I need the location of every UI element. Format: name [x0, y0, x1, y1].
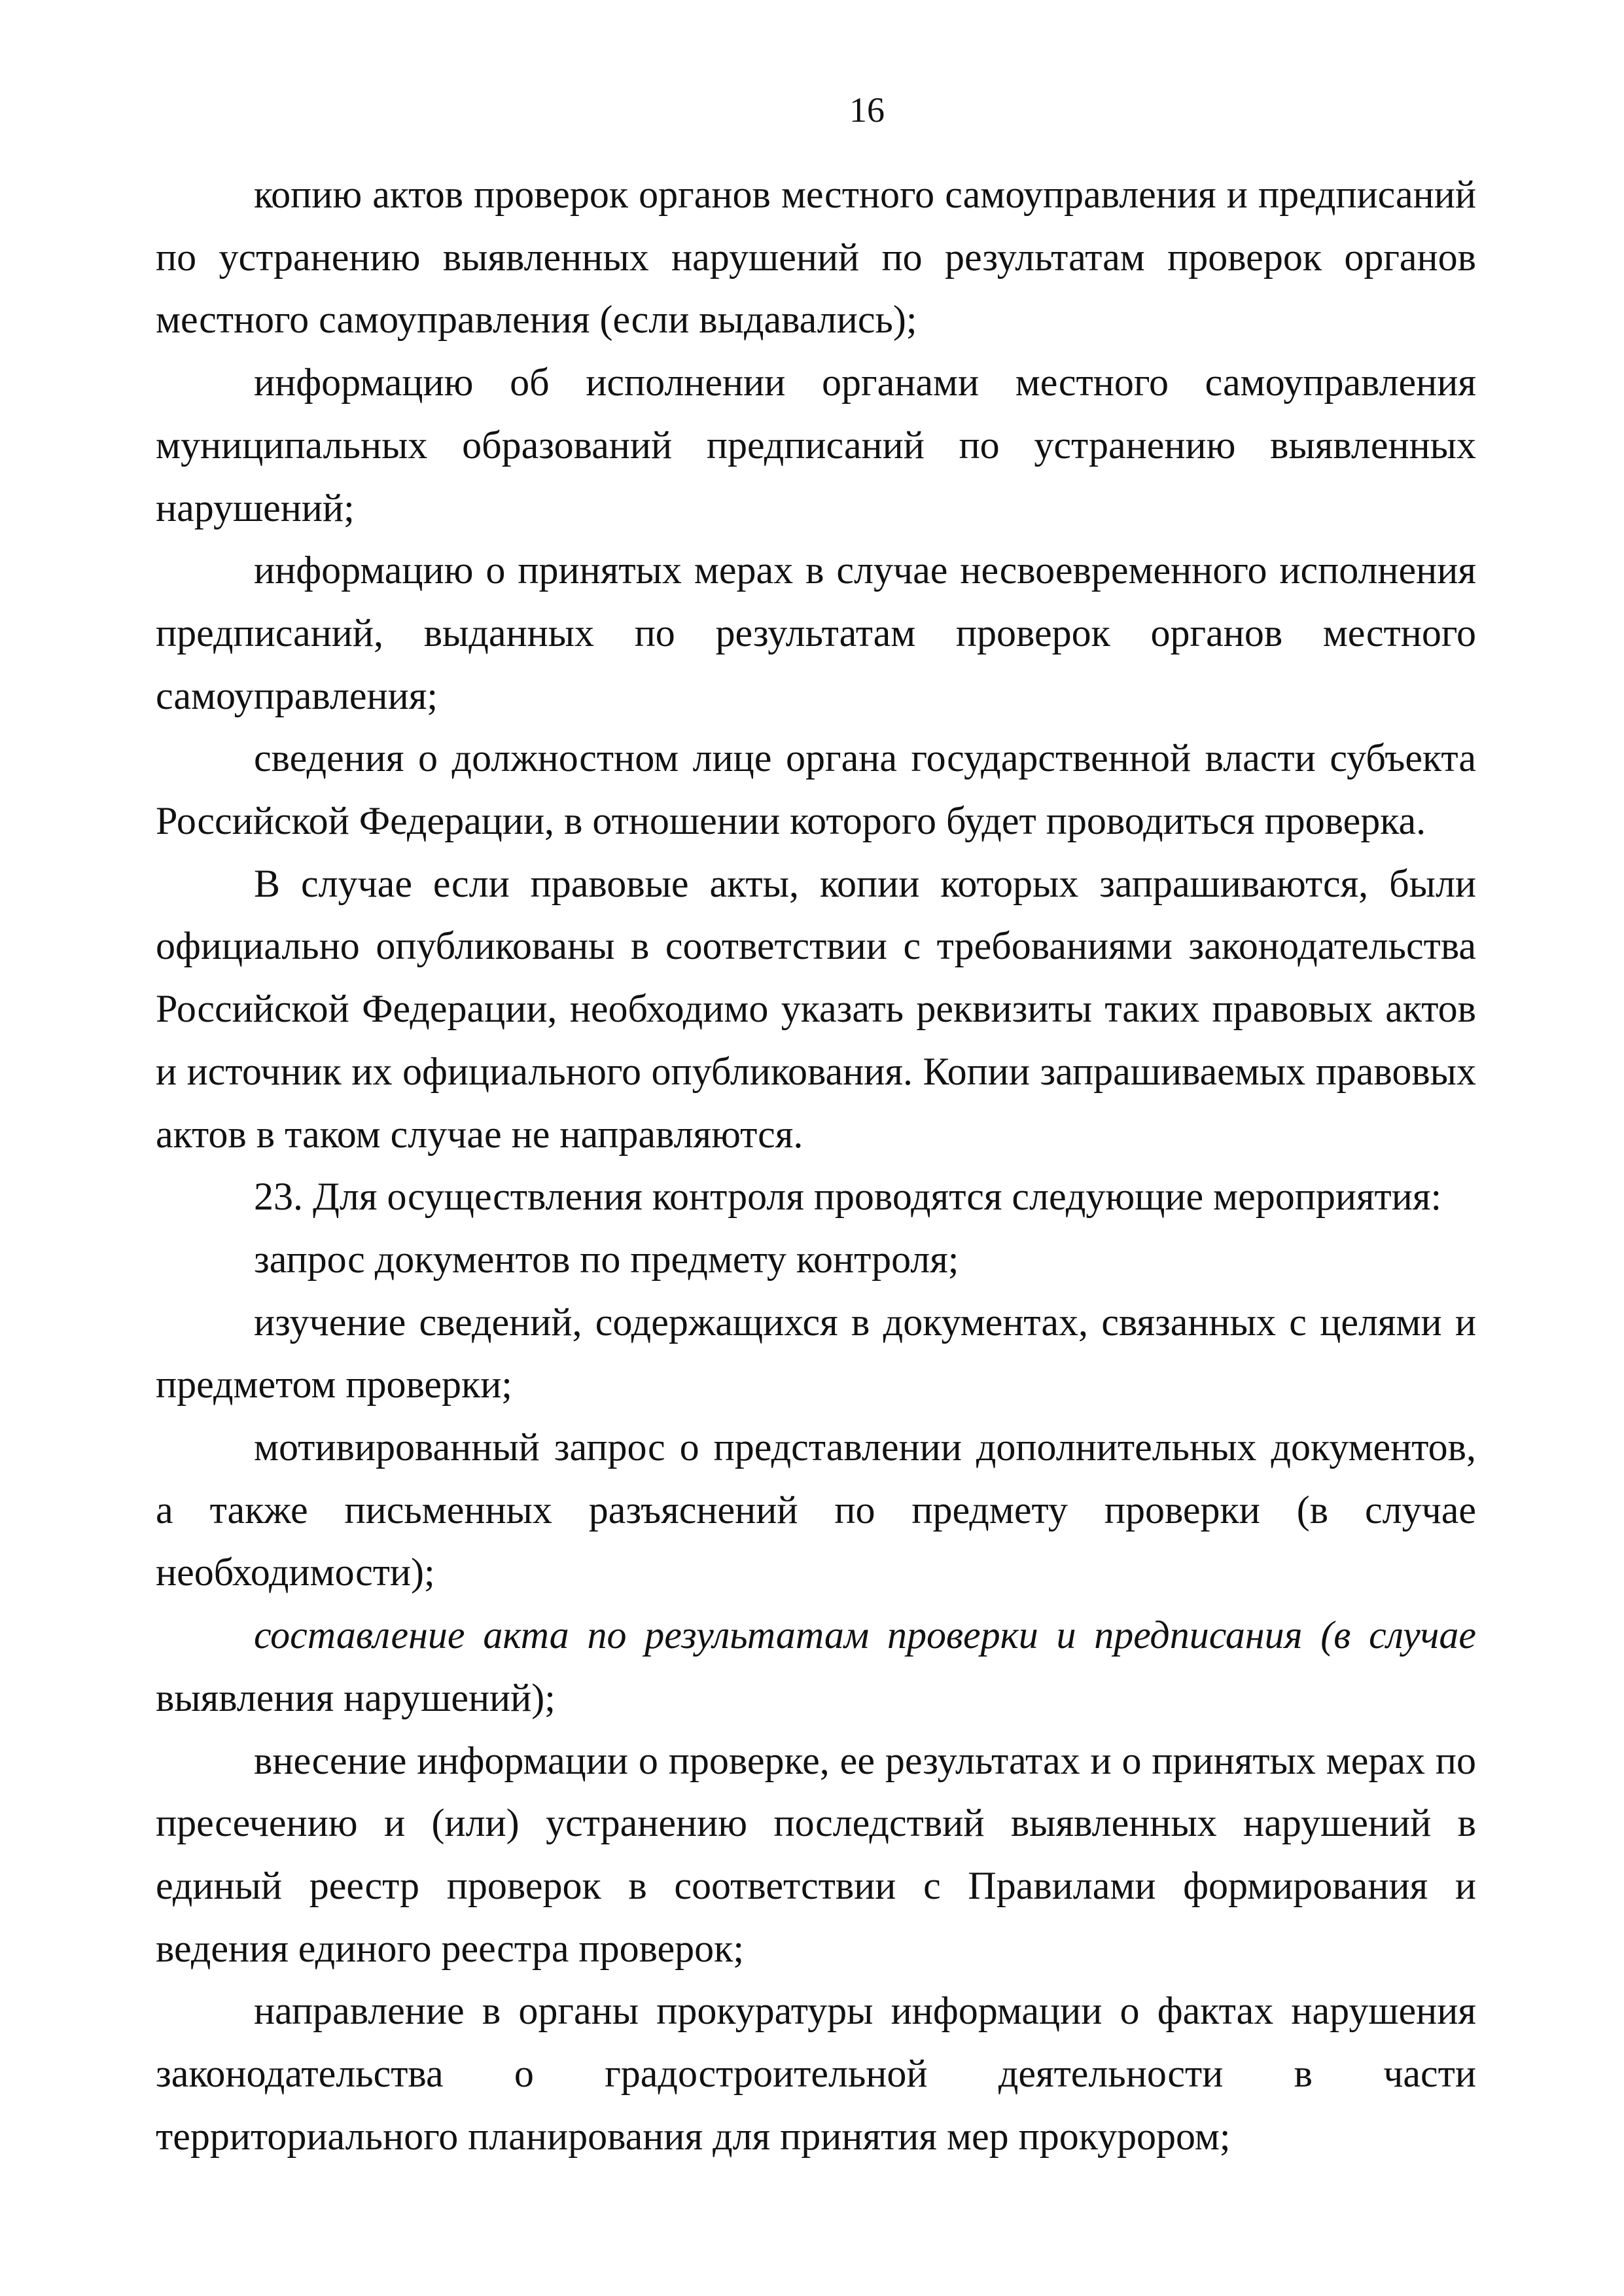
paragraph-2: информацию об исполнении органами местного самоуправления муниципальных образований предписаний по устранению выявленных нарушений; [156, 361, 1476, 529]
paragraph-11: внесение информации о проверке, ее результатах и о принятых мерах по пресечению и (или) устранению последствий выявленных нарушений в единый реестр проверок в соответствии с Правилами формирования и ведения единого реестра проверок; [156, 1738, 1476, 1970]
paragraph-10-italic: составление акта по результатам проверки и предписания (в случае [254, 1613, 1476, 1657]
paragraph-3: информацию о принятых мерах в случае несвоевременного исполнения предписаний, выданных по результатам проверок органов местного самоуправления; [156, 548, 1476, 717]
paragraph-10 [156, 1604, 1476, 1729]
paragraph-8: изучение сведений, содержащихся в документах, связанных с целями и предметом проверки; [156, 1300, 1476, 1407]
page-number: 16 [849, 90, 885, 130]
paragraph-6: 23. Для осуществления контроля проводятся следующие мероприятия: [254, 1175, 1442, 1219]
paragraph-10-regular: выявления нарушений); [156, 1676, 556, 1719]
paragraph-4: сведения о должностном лице органа государственной власти субъекта Российской Федерации, в отношении которого будет проводиться проверка. [156, 736, 1476, 843]
paragraph-9: мотивированный запрос о представлении дополнительных документов, а также письменных разъяснений по предмету проверки (в случае необходимости); [156, 1426, 1476, 1594]
paragraph-5: В случае если правовые акты, копии которых запрашиваются, были официально опубликованы в соответствии с требованиями законодательства Российской Федерации, необходимо указать реквизиты таких правовых актов и источник их официального опубликования. Копии запрашиваемых правовых актов в таком случае не направляются. [156, 861, 1476, 1156]
paragraph-7: запрос документов по предмету контроля; [254, 1237, 959, 1281]
paragraph-1: копию актов проверок органов местного самоуправления и предписаний по устранению выявленных нарушений по результатам проверок органов местного самоуправления (если выдавались); [156, 173, 1476, 342]
paragraph-12: направление в органы прокуратуры информации о фактах нарушения законодательства о градостроительной деятельности в части территориального планирования для принятия мер прокурором; [156, 1989, 1476, 2158]
document-body [156, 164, 1476, 2168]
